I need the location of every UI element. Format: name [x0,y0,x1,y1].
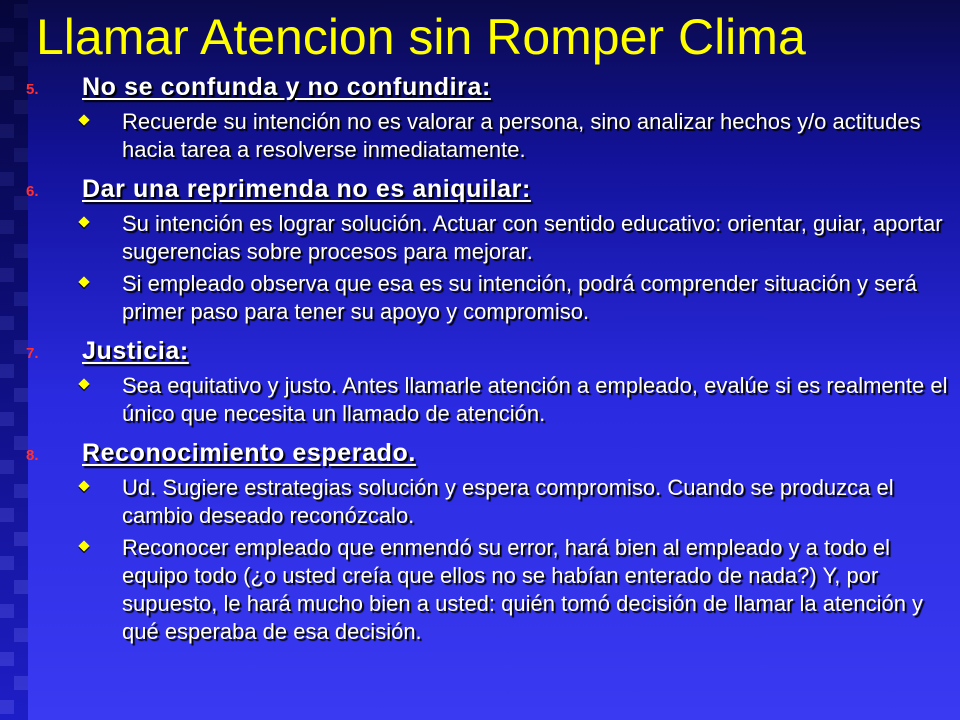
bullet-text: Su intención es lograr solución. Actuar con sentido educativo: orientar, guiar, aportar sugerencias sobre procesos para mejorar. [122,211,943,264]
list-item [26,334,950,428]
item-heading: No se confunda y no confundira: [82,73,491,101]
decorative-square [0,76,14,90]
item-number: 8. [26,447,39,464]
decorative-square [0,508,14,522]
list-item [26,70,950,164]
item-heading: Justicia: [82,337,189,365]
decorative-square [0,652,14,666]
decorative-square [0,604,14,618]
diamond-bullet-icon [78,276,89,287]
item-number: 6. [26,183,39,200]
decorative-square [14,676,28,690]
item-heading-row [26,172,950,206]
bullet-point [26,474,950,530]
item-number: 7. [26,345,39,362]
slide-title: Llamar Atencion sin Romper Clima [36,9,806,65]
bullet-point [26,372,950,428]
diamond-bullet-icon [78,540,89,551]
list-item [26,436,950,646]
decorative-square [0,556,14,570]
item-heading-row [26,334,950,368]
bullet-text: Recuerde su intención no es valorar a persona, sino analizar hechos y/o actitudes hacia tarea a resolverse inmediatamente. [122,109,921,162]
diamond-bullet-icon [78,216,89,227]
bullet-point [26,210,950,266]
item-heading-row [26,70,950,104]
item-number: 5. [26,81,39,98]
decorative-square [0,28,14,42]
decorative-square [0,316,14,330]
decorative-square-column [0,0,28,720]
item-heading: Dar una reprimenda no es aniquilar: [82,175,531,203]
bullet-point [26,108,950,164]
bullet-text: Ud. Sugiere estrategias solución y espera compromiso. Cuando se produzca el cambio deseado reconózcalo. [122,475,894,528]
diamond-bullet-icon [78,480,89,491]
bullet-text: Reconocer empleado que enmendó su error, hará bien al empleado y a todo el equipo todo (¿o usted creía que ellos no se habían enterado de nada?) Y, por supuesto, le hará mucho bien a usted: quién tomó decisión de llamar la atención y qué esperaba de esa decisión. [122,535,924,644]
decorative-square [0,460,14,474]
bullet-point [26,534,950,646]
slide-content [26,70,950,646]
decorative-square [14,4,28,18]
decorative-square [0,412,14,426]
decorative-square [0,124,14,138]
decorative-square [0,220,14,234]
list-item [26,172,950,326]
item-heading-row [26,436,950,470]
decorative-square [0,268,14,282]
diamond-bullet-icon [78,378,89,389]
decorative-square [0,172,14,186]
decorative-square [0,364,14,378]
item-heading: Reconocimiento esperado. [82,439,416,467]
bullet-text: Si empleado observa que esa es su intención, podrá comprender situación y será primer paso para tener su apoyo y compromiso. [122,271,917,324]
bullet-text: Sea equitativo y justo. Antes llamarle atención a empleado, evalúe si es realmente el único que necesita un llamado de atención. [122,373,948,426]
decorative-square [0,700,14,714]
diamond-bullet-icon [78,114,89,125]
decorative-square [14,52,28,66]
bullet-point [26,270,950,326]
